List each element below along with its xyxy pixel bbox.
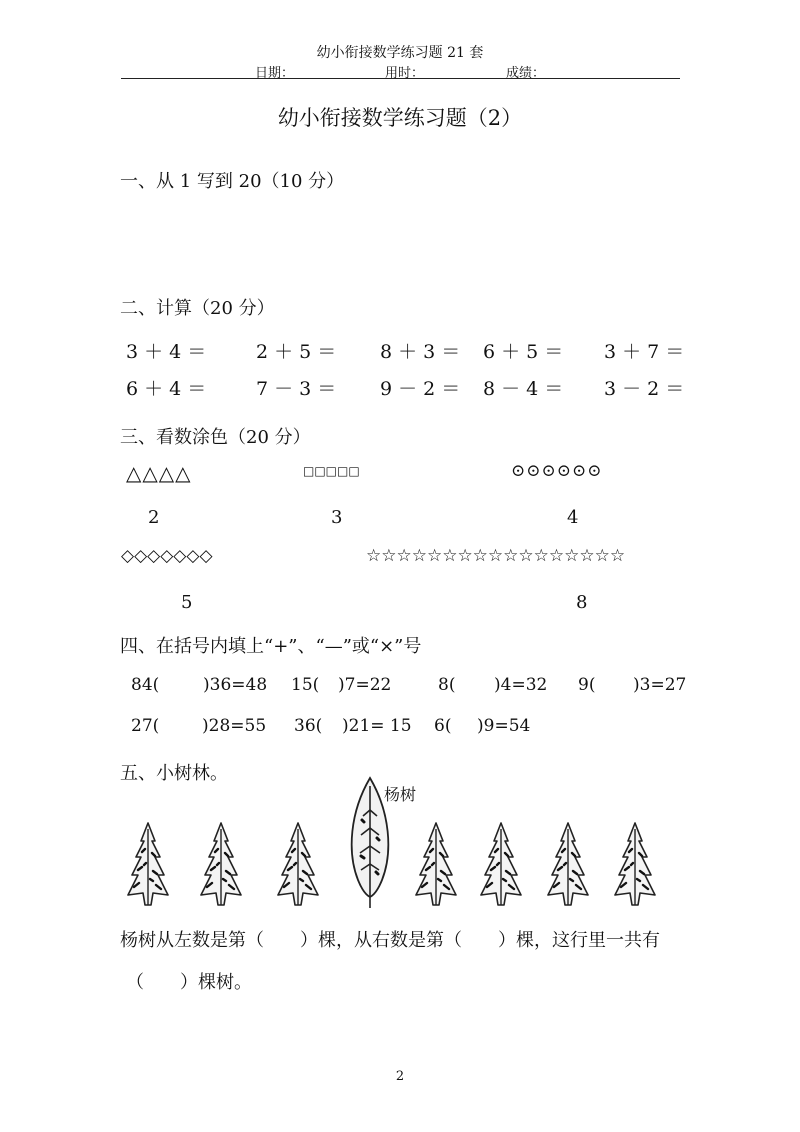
operator-blank-b: )36=48 bbox=[203, 675, 268, 695]
diamond-group: ◇◇◇◇◇◇◇ bbox=[121, 546, 213, 566]
section4-heading: 四、在括号内填上“+”、“—”或“×”号 bbox=[120, 636, 422, 657]
pine-tree-icon bbox=[481, 823, 521, 905]
calc-item: 3 ＋ 4 ＝ bbox=[126, 341, 207, 363]
star-group: ☆☆☆☆☆☆☆☆☆☆☆☆☆☆☆☆☆ bbox=[366, 546, 626, 566]
triangle-group: △△△△ bbox=[126, 461, 192, 485]
time-label: 用时： bbox=[385, 66, 425, 81]
question-line-2: （ ）棵树。 bbox=[126, 972, 252, 993]
operator-blank-b: )3=27 bbox=[633, 675, 687, 695]
calc-item: 8 ＋ 3 ＝ bbox=[380, 341, 461, 363]
poplar-tree-icon bbox=[352, 778, 389, 908]
score-label: 成绩： bbox=[506, 66, 546, 81]
calc-item: 6 ＋ 5 ＝ bbox=[483, 341, 564, 363]
section2-heading: 二、计算（20 分） bbox=[120, 298, 275, 319]
target-count: 2 bbox=[148, 507, 160, 528]
target-count: 4 bbox=[567, 507, 579, 528]
page-title: 幼小衔接数学练习题（2） bbox=[277, 106, 523, 130]
operator-blank-b: )7=22 bbox=[338, 675, 392, 695]
target-count: 5 bbox=[181, 592, 193, 613]
circle-dot-group: ⊙⊙⊙⊙⊙⊙ bbox=[511, 461, 603, 481]
running-header-title: 幼小衔接数学练习题 21 套 bbox=[316, 45, 484, 61]
date-label: 日期： bbox=[255, 66, 295, 81]
operator-blank-b: )9=54 bbox=[477, 716, 531, 736]
target-count: 8 bbox=[576, 592, 588, 613]
section5-heading: 五、小树林。 bbox=[120, 763, 228, 784]
pine-tree-icon bbox=[278, 823, 318, 905]
operator-blank-a: 15( bbox=[291, 675, 320, 695]
operator-blank-a: 6( bbox=[434, 716, 452, 736]
operator-blank-a: 8( bbox=[438, 675, 456, 695]
calc-item: 9 － 2 ＝ bbox=[380, 378, 461, 400]
calc-item: 2 ＋ 5 ＝ bbox=[256, 341, 337, 363]
section3-heading: 三、看数涂色（20 分） bbox=[120, 427, 311, 448]
operator-blank-b: )21= 15 bbox=[342, 716, 412, 736]
poplar-label: 杨树 bbox=[384, 785, 417, 804]
operator-blank-b: )28=55 bbox=[202, 716, 267, 736]
question-line-1: 杨树从左数是第（ ）棵，从右数是第（ ）棵，这行里一共有 bbox=[120, 930, 660, 951]
pine-tree-icon bbox=[615, 823, 655, 905]
pine-tree-icon bbox=[128, 823, 168, 905]
calc-item: 7 － 3 ＝ bbox=[256, 378, 337, 400]
operator-blank-a: 36( bbox=[294, 716, 323, 736]
pine-tree-icon bbox=[201, 823, 241, 905]
calc-item: 8 － 4 ＝ bbox=[483, 378, 564, 400]
operator-blank-a: 84( bbox=[131, 675, 160, 695]
pine-tree-icon bbox=[416, 823, 456, 905]
operator-blank-a: 27( bbox=[131, 716, 160, 736]
calc-item: 3 － 2 ＝ bbox=[604, 378, 685, 400]
calc-item: 6 ＋ 4 ＝ bbox=[126, 378, 207, 400]
operator-blank-b: )4=32 bbox=[494, 675, 548, 695]
page-number: 2 bbox=[395, 1069, 405, 1084]
square-group: □□□□□ bbox=[303, 464, 360, 478]
operator-blank-a: 9( bbox=[578, 675, 596, 695]
calc-item: 3 ＋ 7 ＝ bbox=[604, 341, 685, 363]
pine-tree-icon bbox=[548, 823, 588, 905]
section1-heading: 一、从 1 写到 20（10 分） bbox=[120, 171, 345, 192]
target-count: 3 bbox=[331, 507, 343, 528]
